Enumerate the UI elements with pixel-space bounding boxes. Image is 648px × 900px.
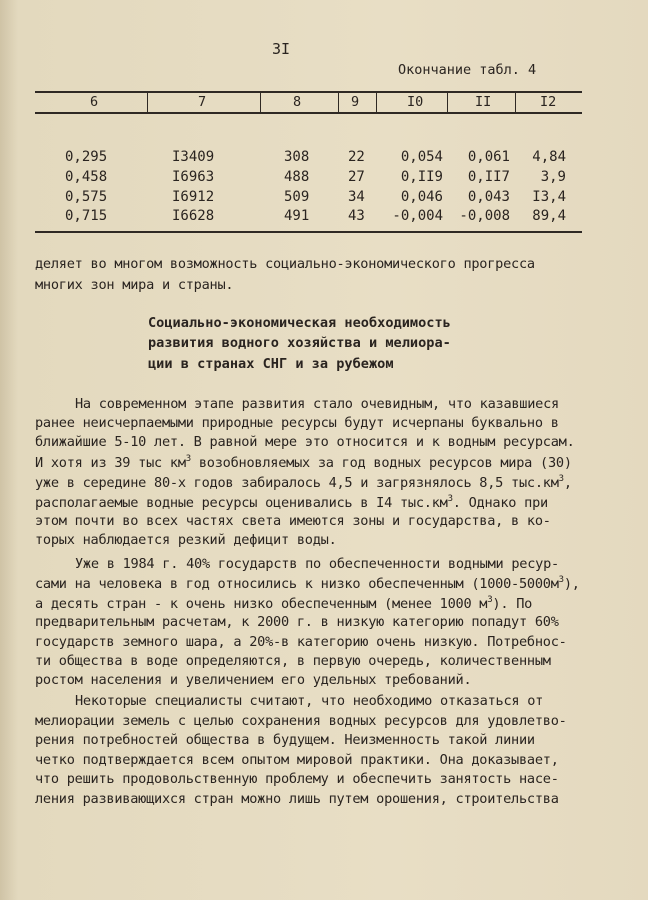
body-text-line: ранее неисчерпаемыми природные ресурсы будут исчерпаны буквально в [35,415,559,431]
table-cell: 0,458 [65,169,108,185]
table-cell: 509 [284,189,310,205]
table-cell: 0,043 [467,189,510,205]
table-cell: 308 [284,149,310,165]
table-cell: I3,4 [532,189,566,205]
table-cell: 27 [348,169,365,185]
table-rule-top [35,91,582,93]
table-cell: 0,II9 [400,169,443,185]
body-text-line: а десять стран - к очень низко обеспеченным (менее 1000 $м^3$). По [35,595,533,612]
table-caption: Окончание табл. 4 [398,62,537,78]
table-header-cell: 8 [293,94,302,110]
table-header-cell: 9 [351,94,360,110]
body-text-line: располагаемые водные ресурсы оценивались в I4 $тыс.км^3$. Однако при [35,494,548,511]
table-cell: 3,9 [540,169,566,185]
table-cell: -0,008 [459,208,510,224]
table-cell: 43 [348,208,365,224]
body-text-line: сами на человека в год относились к низко обеспеченным $(1000-5000м^3)$, [35,575,580,592]
body-text-line: деляет во многом возможность социально-экономического прогресса [35,256,535,272]
table-cell: 34 [348,189,365,205]
table-header-cell: I2 [540,94,557,110]
body-text-line: этом почти во всех частях света имеются зоны и государства, в ко- [35,513,551,529]
section-heading: Социально-экономическая необходимость [148,315,451,331]
body-text-line: ти общества в воде определяются, в первую очередь, количественным [35,653,551,669]
table-header-cell: 7 [198,94,207,110]
table-cell: 491 [284,208,310,224]
body-text-line: четко подтверждается всем опытом мировой практики. Она доказывает, [35,752,559,768]
table-header-cell: 6 [90,94,99,110]
table-rule-header [35,112,582,114]
body-text-line: И хотя из 39 тыс $км^3$ возобновляемых за год водных ресурсов мира (30) [35,454,572,471]
table-row [0,169,648,189]
section-heading: развития водного хозяйства и мелиора- [148,335,451,351]
body-text-line: предварительным расчетам, к 2000 г. в низкую категорию попадут 60% [35,614,559,630]
table-cell: 89,4 [532,208,566,224]
table-row [0,149,648,169]
section-heading: ции в странах СНГ и за рубежом [148,356,394,372]
table-cell: -0,004 [392,208,443,224]
body-text-line: рения потребностей общества в будущем. Неизменность такой линии [35,732,535,748]
table-cell: 0,061 [467,149,510,165]
body-text-line: государств земного шара, а 20%-в категорию очень низкую. Потребнос- [35,634,567,650]
table-row [0,208,648,228]
column-separator [338,92,339,112]
column-separator [447,92,448,112]
table-cell: 22 [348,149,365,165]
column-separator [376,92,377,112]
table-cell: 0,054 [400,149,443,165]
table-cell: 0,715 [65,208,108,224]
body-text-line: торых наблюдается резкий дефицит воды. [35,532,337,548]
body-text-line: На современном этапе развития стало очевидным, что казавшиеся [75,396,559,412]
body-text-line: ления развивающихся стран можно лишь путем орошения, строительства [35,791,559,807]
body-text-line: многих зон мира и страны. [35,277,234,293]
table-cell: 0,II7 [467,169,510,185]
body-text-line: мелиорации земель с целью сохранения водных ресурсов для удовлетво- [35,713,567,729]
table-cell: 0,295 [65,149,108,165]
table-rule-bottom [35,231,582,233]
table-cell: 4,84 [532,149,566,165]
table-header-cell: I0 [407,94,424,110]
body-text-line: что решить продовольственную проблему и обеспечить занятость насе- [35,771,559,787]
table-cell: 488 [284,169,310,185]
table-cell: 0,575 [65,189,108,205]
column-separator [515,92,516,112]
table-cell: 0,046 [400,189,443,205]
column-separator [260,92,261,112]
table-cell: I3409 [172,149,215,165]
table-cell: I6963 [172,169,215,185]
table-row [0,189,648,209]
table-header-cell: II [475,94,492,110]
table-cell: I6628 [172,208,215,224]
body-text-line: уже в середине 80-х годов забиралось 4,5 и загрязнялось 8,5 $тыс.км^3$, [35,474,572,491]
body-text-line: ростом населения и увеличением его удельных требований. [35,672,472,688]
body-text-line: Некоторые специалисты считают, что необходимо отказаться от [75,693,544,709]
body-text-line: Уже в 1984 г. 40% государств по обеспеченности водными ресур- [75,556,559,572]
page-number: 3I [272,40,291,58]
column-separator [147,92,148,112]
body-text-line: ближайшие 5-10 лет. В равной мере это относится и к водным ресурсам. [35,434,575,450]
table-cell: I6912 [172,189,215,205]
